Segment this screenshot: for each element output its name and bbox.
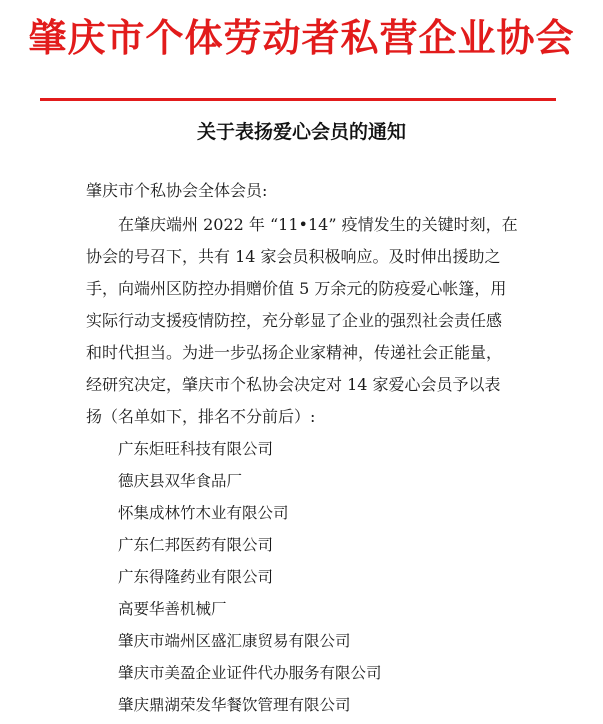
member-list <box>118 433 382 721</box>
notice-body <box>86 209 526 433</box>
salutation: 肇庆市个私协会全体会员: <box>86 181 268 200</box>
body-line: 扬（名单如下，排名不分前后）: <box>86 407 316 426</box>
list-item: 广东炬旺科技有限公司 <box>118 440 274 458</box>
body-line: 协会的号召下，共有 14 家会员积极响应。及时伸出援助之 <box>86 247 501 266</box>
list-item: 广东得隆药业有限公司 <box>118 568 274 586</box>
list-item: 高要华善机械厂 <box>118 600 227 618</box>
organization-name: 肇庆市个体劳动者私营企业协会 <box>28 16 575 60</box>
body-line: 在肇庆端州 2022 年 “11•14” 疫情发生的关键时刻，在 <box>118 215 518 234</box>
body-line: 经研究决定，肇庆市个私协会决定对 14 家爱心会员予以表 <box>86 375 501 394</box>
body-line: 实际行动支援疫情防控，充分彰显了企业的强烈社会责任感 <box>86 311 503 330</box>
body-line: 和时代担当。为进一步弘扬企业家精神，传递社会正能量， <box>86 343 503 362</box>
body-line: 手，向端州区防控办捐赠价值 5 万余元的防疫爱心帐篷，用 <box>86 279 507 298</box>
list-item: 怀集成林竹木业有限公司 <box>118 504 289 522</box>
red-divider-line <box>40 98 556 101</box>
notice-title: 关于表扬爱心会员的通知 <box>196 121 406 143</box>
list-item: 广东仁邦医药有限公司 <box>118 536 274 554</box>
list-item: 德庆县双华食品厂 <box>118 472 243 490</box>
list-item: 肇庆市美盈企业证件代办服务有限公司 <box>118 664 382 682</box>
list-item: 肇庆鼎湖荣发华餐饮管理有限公司 <box>118 696 351 714</box>
list-item: 肇庆市端州区盛汇康贸易有限公司 <box>118 632 351 650</box>
